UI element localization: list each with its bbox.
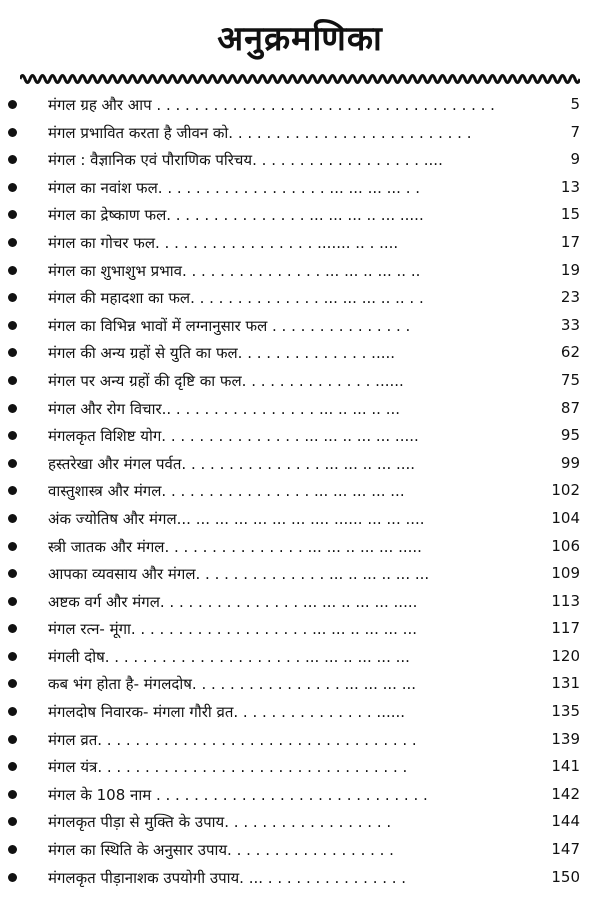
toc-entry-page: 120 (551, 646, 580, 665)
toc-entry-title: अष्टक वर्ग और मंगल. . . . . . . . . . . . . . . ... ... .. ... ... ..... (48, 592, 418, 611)
toc-entry-page: 104 (551, 508, 580, 527)
toc-entry-page: 9 (570, 150, 580, 169)
toc-entry-title: मंगल यंत्र. . . . . . . . . . . . . . . . . . . . . . . . . . . . . . . . . (48, 758, 408, 777)
toc-entry-title: मंगल और रोग विचार.. . . . . . . . . . . . . . . . ... .. ... .. ... (48, 399, 401, 418)
toc-entry (0, 727, 600, 755)
toc-entry-page: 142 (551, 784, 580, 803)
toc-entry-title: वास्तुशास्त्र और मंगल. . . . . . . . . . . . . . . . ... ... ... ... ... (48, 482, 405, 501)
toc-entry (0, 340, 600, 368)
toc-entry-page: 139 (551, 729, 580, 748)
toc-entry-title: मंगल का गोचर फल. . . . . . . . . . . . . . . . . ....... .. . .... (48, 233, 399, 252)
toc-entry (0, 865, 600, 893)
toc-entry-page: 5 (570, 95, 580, 113)
toc-entry (0, 451, 600, 479)
toc-entry-page: 33 (560, 315, 580, 334)
bullet-icon (8, 293, 17, 302)
bullet-icon (8, 542, 17, 551)
toc-entry-page: 131 (551, 674, 580, 693)
toc-entry-title: मंगल प्रभावित करता है जीवन को. . . . . . . . . . . . . . . . . . . . . . . . . . (48, 123, 472, 142)
bullet-icon (8, 183, 17, 192)
toc-entry-page: 150 (551, 867, 580, 886)
bullet-icon (8, 569, 17, 578)
toc-entry-page: 141 (551, 757, 580, 776)
toc-entry-page: 7 (570, 122, 580, 141)
toc-entry-page: 17 (560, 232, 580, 251)
bullet-icon (8, 128, 17, 137)
toc-entry-page: 135 (551, 702, 580, 721)
toc-entry-page: 75 (560, 370, 580, 389)
bullet-icon (8, 266, 17, 275)
toc-entry-title: मंगल पर अन्य ग्रहों की दृष्टि का फल. . . . . . . . . . . . . . ...... (48, 371, 404, 390)
toc-entry-title: मंगल : वैज्ञानिक एवं पौराणिक परिचय. . . . . . . . . . . . . . . . . . .... (48, 151, 443, 170)
toc-entry-title: मंगल के 108 नाम . . . . . . . . . . . . . . . . . . . . . . . . . . . . . (48, 785, 428, 804)
bullet-icon (8, 404, 17, 413)
wavy-divider (20, 70, 580, 88)
bullet-icon (8, 514, 17, 523)
toc-entry-page: 95 (560, 426, 580, 445)
bullet-icon (8, 597, 17, 606)
bullet-icon (8, 100, 17, 109)
toc-entry-title: मंगल का नवांश फल. . . . . . . . . . . . . . . . . . ... ... ... ... . . (48, 178, 421, 197)
bullet-icon (8, 845, 17, 854)
toc-entry-title: अंक ज्योतिष और मंगल... ... ... ... ... ... ... .... ...... ... ... .... (48, 509, 425, 528)
toc-entry-page: 117 (551, 619, 580, 638)
bullet-icon (8, 348, 17, 357)
toc-entry-title: मंगल का स्थिति के अनुसार उपाय. . . . . . . . . . . . . . . . . . (48, 841, 394, 860)
toc-entry (0, 809, 600, 837)
toc-entry-page: 106 (551, 536, 580, 555)
table-of-contents (0, 92, 600, 892)
page-title: अनुक्रमणिका (217, 19, 383, 59)
bullet-icon (8, 624, 17, 633)
bullet-icon (8, 210, 17, 219)
toc-entry-title: मंगलदोष निवारक- मंगला गौरी व्रत. . . . . . . . . . . . . . . ...... (48, 703, 406, 722)
toc-entry-page: 99 (560, 453, 580, 472)
bullet-icon (8, 155, 17, 164)
toc-entry-title: मंगल रत्न- मूंगा. . . . . . . . . . . . . . . . . . . ... ... .. ... ... ... (48, 620, 417, 639)
toc-entry (0, 671, 600, 699)
toc-entry (0, 230, 600, 258)
toc-entry (0, 368, 600, 396)
toc-entry-page: 19 (560, 260, 580, 279)
bullet-icon (8, 873, 17, 882)
toc-entry-page: 15 (560, 205, 580, 224)
toc-entry (0, 120, 600, 148)
toc-entry (0, 175, 600, 203)
toc-entry-title: कब भंग होता है- मंगलदोष. . . . . . . . . . . . . . . . ... ... ... ... (48, 675, 417, 694)
toc-entry-title: आपका व्यवसाय और मंगल. . . . . . . . . . . . . . ... .. ... .. ... ... (48, 565, 430, 584)
toc-entry-page: 109 (551, 564, 580, 583)
toc-entry-title: मंगल व्रत. . . . . . . . . . . . . . . . . . . . . . . . . . . . . . . . . . (48, 730, 417, 749)
toc-entry (0, 147, 600, 175)
toc-entry-page: 147 (551, 840, 580, 859)
toc-entry (0, 644, 600, 672)
toc-entry-title: मंगल की महादशा का फल. . . . . . . . . . . . . . ... ... ... .. .. . . (48, 289, 424, 308)
toc-entry-page: 144 (551, 812, 580, 831)
bullet-icon (8, 762, 17, 771)
toc-entry-page: 102 (551, 481, 580, 500)
toc-entry-page: 13 (560, 177, 580, 196)
bullet-icon (8, 486, 17, 495)
bullet-icon (8, 238, 17, 247)
bullet-icon (8, 376, 17, 385)
toc-entry-title: मंगली दोष. . . . . . . . . . . . . . . . . . . . . ... ... .. ... ... ... (48, 647, 410, 666)
toc-entry-title: मंगलकृत विशिष्ट योग. . . . . . . . . . . . . . . ... ... .. ... ... ..... (48, 427, 419, 446)
toc-entry (0, 616, 600, 644)
bullet-icon (8, 790, 17, 799)
bullet-icon (8, 707, 17, 716)
toc-entry (0, 534, 600, 562)
toc-entry-title: मंगल का विभिन्न भावों में लग्नानुसार फल . . . . . . . . . . . . . . . (48, 316, 411, 335)
toc-entry (0, 506, 600, 534)
toc-entry (0, 754, 600, 782)
toc-entry (0, 285, 600, 313)
toc-entry-page: 23 (560, 288, 580, 307)
toc-entry-title: मंगल ग्रह और आप . . . . . . . . . . . . . . . . . . . . . . . . . . . . . . . . . . . . (48, 96, 495, 114)
toc-entry (0, 699, 600, 727)
toc-entry (0, 589, 600, 617)
toc-entry-page: 62 (560, 343, 580, 362)
bullet-icon (8, 679, 17, 688)
toc-entry-title: मंगल का द्रेष्काण फल. . . . . . . . . . . . . . . ... ... ... .. ... ..... (48, 206, 424, 225)
toc-entry (0, 478, 600, 506)
toc-entry (0, 396, 600, 424)
toc-entry (0, 92, 600, 120)
toc-entry (0, 837, 600, 865)
toc-entry-title: मंगल का शुभाशुभ प्रभाव. . . . . . . . . . . . . . . ... ... .. ... .. .. (48, 261, 421, 280)
bullet-icon (8, 735, 17, 744)
toc-entry (0, 561, 600, 589)
bullet-icon (8, 459, 17, 468)
toc-entry (0, 313, 600, 341)
bullet-icon (8, 652, 17, 661)
toc-entry-title: स्त्री जातक और मंगल. . . . . . . . . . . . . . . ... ... .. ... ... ..... (48, 537, 422, 556)
bullet-icon (8, 321, 17, 330)
toc-entry-title: मंगलकृत पीड़ा से मुक्ति के उपाय. . . . . . . . . . . . . . . . . . (48, 813, 392, 832)
toc-entry-title: हस्तरेखा और मंगल पर्वत. . . . . . . . . . . . . . . ... ... .. ... .... (48, 454, 416, 473)
toc-entry-title: मंगलकृत पीड़ानाशक उपयोगी उपाय. ... . . . . . . . . . . . . . . . (48, 868, 407, 887)
toc-entry-page: 87 (560, 398, 580, 417)
toc-entry (0, 782, 600, 810)
toc-entry-title: मंगल की अन्य ग्रहों से युति का फल. . . . . . . . . . . . . . ..... (48, 344, 396, 363)
bullet-icon (8, 431, 17, 440)
toc-entry (0, 258, 600, 286)
toc-entry-page: 113 (551, 591, 580, 610)
toc-entry (0, 423, 600, 451)
toc-entry (0, 202, 600, 230)
bullet-icon (8, 817, 17, 826)
